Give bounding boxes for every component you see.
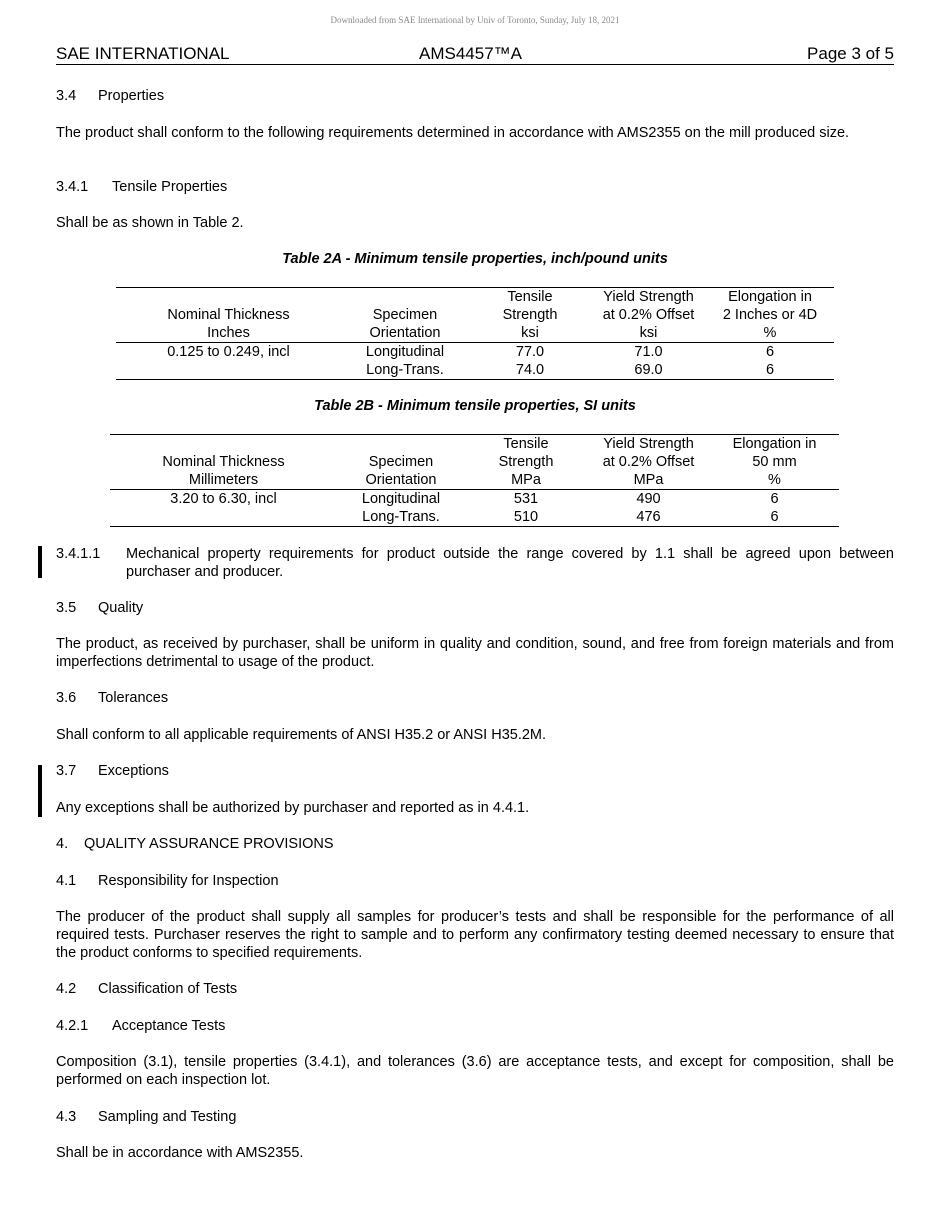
header-page-number: Page 3 of 5 <box>807 44 894 63</box>
header-cell: % <box>768 472 781 488</box>
page-header <box>56 44 894 65</box>
section-heading-3-7 <box>56 762 894 780</box>
section-heading-3-6 <box>56 689 894 707</box>
section-title: Exceptions <box>98 763 169 779</box>
table-row <box>116 361 834 380</box>
header-cell: MPa <box>633 472 664 488</box>
section-number: 4. <box>56 836 69 852</box>
section-number: 3.7 <box>56 763 77 779</box>
section-heading-3-4-1 <box>56 178 894 196</box>
header-cell: Specimen <box>372 307 438 323</box>
section-heading-3-5 <box>56 599 894 617</box>
header-cell: Yield Strength <box>603 436 694 452</box>
table-header-row <box>116 324 834 343</box>
section-heading-4-1 <box>56 872 894 890</box>
table-cell: 6 <box>770 509 779 525</box>
table-cell: 6 <box>765 344 775 360</box>
section-heading-4-2-1 <box>56 1017 894 1035</box>
table-cell: 6 <box>765 362 775 378</box>
table-cell: Longitudinal <box>365 344 445 360</box>
section-title: Classification of Tests <box>98 981 238 997</box>
header-cell: Specimen <box>368 454 434 470</box>
table-row <box>110 508 839 527</box>
table-cell <box>116 361 341 380</box>
header-cell: Nominal Thickness <box>162 454 285 470</box>
section-title: Acceptance Tests <box>112 1018 226 1034</box>
table-cell: 6 <box>770 491 779 507</box>
section-title: QUALITY ASSURANCE PROVISIONS <box>84 836 334 852</box>
section-title: Quality <box>98 600 144 616</box>
revision-change-bar <box>38 546 42 578</box>
header-cell: at 0.2% Offset <box>602 307 695 323</box>
section-number: 3.4.1 <box>56 179 89 195</box>
table-cell: 476 <box>636 509 661 525</box>
table-header-row <box>116 288 834 307</box>
section-text-4-1: The producer of the product shall supply all samples for producer’s tests and shall be responsible for the performance of all required tests. Purchaser reserves the right to sample and to perform any confirmatory testing deemed necessary to ensure that the product conforms to specified requirements. <box>56 909 894 961</box>
section-text-4-3: Shall be in accordance with AMS2355. <box>56 1145 304 1161</box>
section-text-3-5: The product, as received by purchaser, shall be uniform in quality and condition, sound, and free from foreign materials and from imperfections detrimental to usage of the product. <box>56 636 894 670</box>
header-cell: 50 mm <box>752 454 797 470</box>
section-number: 3.4.1.1 <box>56 546 101 562</box>
section-number: 4.2 <box>56 981 77 997</box>
header-cell: MPa <box>511 472 541 488</box>
header-cell: Millimeters <box>188 472 259 488</box>
section-title: Tolerances <box>98 690 169 706</box>
section-number: 3.5 <box>56 600 77 616</box>
header-cell: Elongation in <box>732 436 817 452</box>
section-heading-4-2 <box>56 980 894 998</box>
header-cell: Tensile <box>507 289 553 305</box>
section-text-3-4-1: Shall be as shown in Table 2. <box>56 215 244 231</box>
table-cell <box>110 508 337 527</box>
header-org: SAE INTERNATIONAL <box>56 44 230 63</box>
header-cell <box>337 435 465 454</box>
header-cell: Nominal Thickness <box>167 307 290 323</box>
header-cell: % <box>763 325 777 341</box>
table-2b <box>110 434 839 527</box>
table-cell: Longitudinal <box>361 491 441 507</box>
section-3-4-1-1 <box>56 545 894 581</box>
header-cell: ksi <box>639 325 658 341</box>
section-text-3-6: Shall conform to all applicable requirements of ANSI H35.2 or ANSI H35.2M. <box>56 727 547 743</box>
revision-change-bar <box>38 765 42 817</box>
header-cell <box>116 288 341 307</box>
section-heading-3-4 <box>56 87 894 105</box>
table-cell: 510 <box>513 509 539 525</box>
header-cell <box>110 435 337 454</box>
table-header-row <box>116 306 834 324</box>
section-text: Mechanical property requirements for product outside the range covered by 1.1 shall be agreed upon between purchaser and producer. <box>126 546 894 580</box>
header-cell: Tensile <box>503 436 549 452</box>
section-number: 4.3 <box>56 1109 77 1125</box>
table-cell: 490 <box>636 491 661 507</box>
table-cell: 74.0 <box>515 362 545 378</box>
table-row <box>116 343 834 362</box>
table-header-row <box>110 435 839 454</box>
table-cell: 69.0 <box>634 362 663 378</box>
header-cell: Inches <box>207 325 250 341</box>
download-watermark: Downloaded from SAE International by Univ of Toronto, Sunday, July 18, 2021 <box>330 15 620 25</box>
section-number: 4.1 <box>56 873 77 889</box>
table-2a <box>116 287 834 380</box>
section-number: 3.4 <box>56 88 77 104</box>
header-cell: Strength <box>502 307 558 323</box>
section-text-4-2-1: Composition (3.1), tensile properties (3.4.1), and tolerances (3.6) are acceptance tests, and except for composition, shall be performed on each inspection lot. <box>56 1054 894 1088</box>
table-cell: 0.125 to 0.249, incl <box>167 344 290 360</box>
header-cell: Orientation <box>369 325 441 341</box>
table-cell: 77.0 <box>515 344 545 360</box>
table-header-row <box>110 453 839 471</box>
section-title: Sampling and Testing <box>98 1109 237 1125</box>
section-text-3-4: The product shall conform to the following requirements determined in accordance with AMS2355 on the mill produced size. <box>56 125 850 141</box>
header-cell: Strength <box>498 454 554 470</box>
table-2b-caption: Table 2B - Minimum tensile properties, SI units <box>314 398 636 414</box>
table-2a-caption: Table 2A - Minimum tensile properties, inch/pound units <box>282 251 668 267</box>
header-cell: Elongation in <box>728 289 812 305</box>
table-row <box>110 490 839 509</box>
header-cell: 2 Inches or 4D <box>722 307 818 323</box>
table-cell: 531 <box>513 491 539 507</box>
header-cell: Yield Strength <box>603 289 694 305</box>
section-title: Responsibility for Inspection <box>98 873 279 889</box>
header-cell: Orientation <box>365 472 437 488</box>
section-title: Properties <box>98 88 165 104</box>
section-title: Tensile Properties <box>112 179 228 195</box>
table-header-row <box>110 471 839 490</box>
header-cell: ksi <box>521 325 539 341</box>
header-doc-number: AMS4457™A <box>419 44 522 63</box>
table-cell: 71.0 <box>634 344 663 360</box>
section-text-3-7: Any exceptions shall be authorized by purchaser and reported as in 4.4.1. <box>56 800 530 816</box>
section-heading-4 <box>56 835 894 853</box>
table-cell: Long-Trans. <box>362 509 440 525</box>
table-cell: 3.20 to 6.30, incl <box>170 491 277 507</box>
table-cell: Long-Trans. <box>366 362 444 378</box>
header-cell <box>341 288 469 307</box>
section-number: 4.2.1 <box>56 1018 89 1034</box>
header-cell: at 0.2% Offset <box>602 454 695 470</box>
section-number: 3.6 <box>56 690 77 706</box>
section-heading-4-3 <box>56 1108 894 1126</box>
